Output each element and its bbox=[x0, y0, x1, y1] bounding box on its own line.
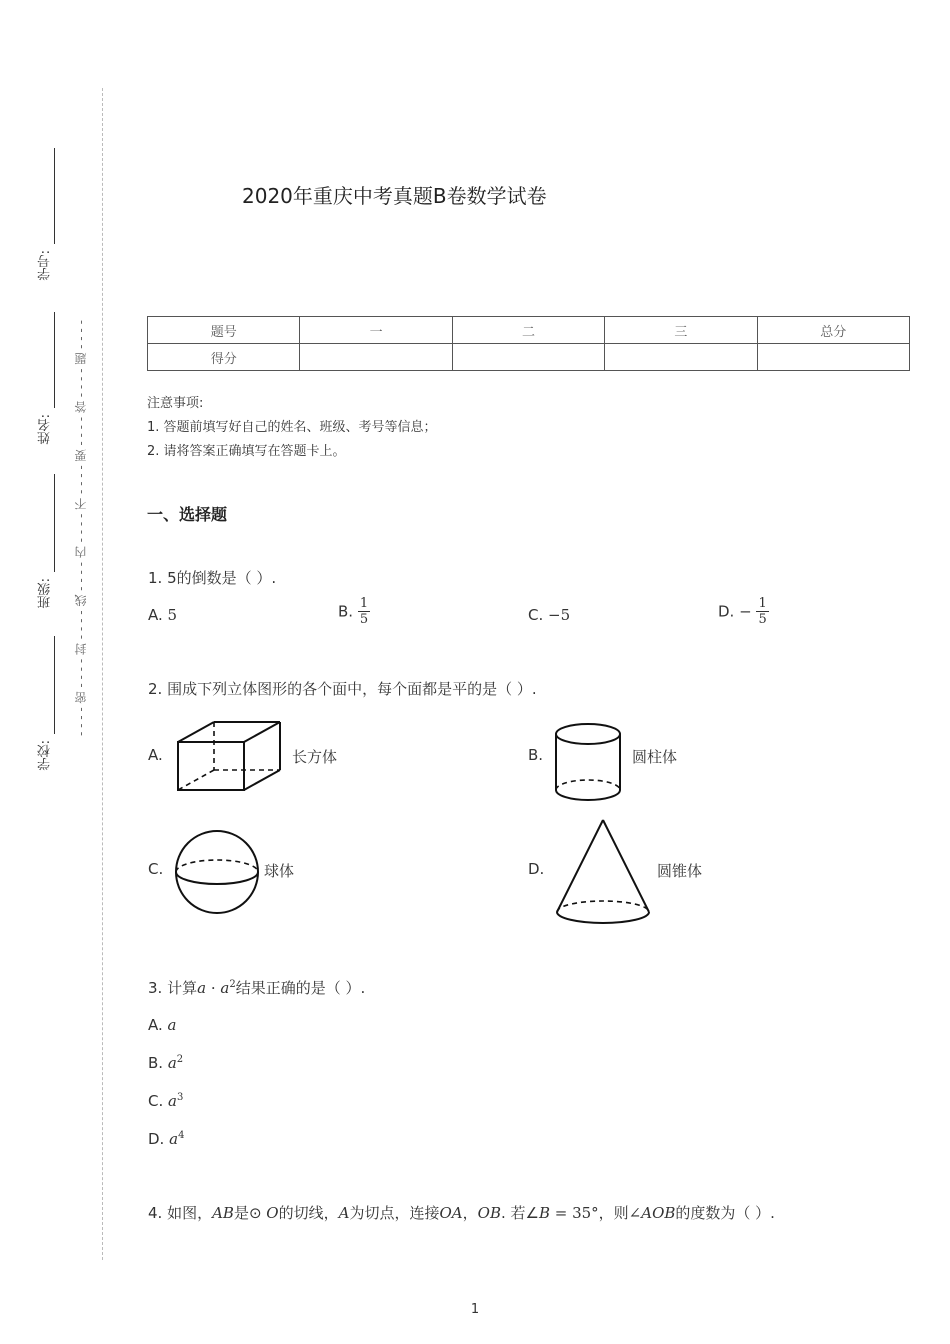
option-label: D. bbox=[718, 602, 735, 621]
student-id-label: 学号: bbox=[38, 250, 53, 281]
option-label: A. bbox=[148, 606, 163, 624]
school-underline bbox=[54, 636, 55, 734]
q3-option-c[interactable] bbox=[148, 1092, 183, 1110]
option-label: C. bbox=[148, 1092, 164, 1110]
table-header-cell: 二 bbox=[452, 317, 604, 344]
option-exponent: 2 bbox=[176, 1054, 184, 1065]
q4-math: O bbox=[266, 1204, 279, 1222]
cuboid-figure bbox=[176, 720, 286, 792]
page-title: 2020年重庆中考真题B卷数学试卷 bbox=[242, 184, 547, 208]
table-header-cell: 一 bbox=[300, 317, 452, 344]
table-header-cell: 题号 bbox=[148, 317, 300, 344]
name-underline bbox=[54, 312, 55, 408]
q2-option-d-text: 圆锥体 bbox=[657, 862, 703, 880]
q3-exponent: 2 bbox=[229, 979, 236, 990]
q2-option-c-label[interactable]: C. bbox=[148, 860, 164, 878]
numerator: 1 bbox=[758, 596, 767, 611]
table-row bbox=[148, 344, 910, 371]
binding-dashed-line bbox=[102, 88, 103, 1260]
option-label: B. bbox=[338, 602, 354, 621]
score-table bbox=[147, 316, 910, 371]
q4-text: . 若∠ bbox=[500, 1204, 539, 1222]
score-cell[interactable] bbox=[300, 344, 452, 371]
option-label: C. bbox=[528, 606, 544, 624]
q4-math: OA bbox=[439, 1204, 463, 1222]
q3-suffix: 结果正确的是（ ）. bbox=[235, 979, 366, 997]
q4-text: 是⊙ bbox=[233, 1204, 267, 1222]
numerator: 1 bbox=[359, 596, 369, 611]
fraction bbox=[358, 596, 370, 627]
option-value: a bbox=[167, 1054, 177, 1072]
option-exponent: 3 bbox=[176, 1092, 184, 1103]
cylinder-figure bbox=[554, 722, 624, 804]
q4-text: 的度数为（ ）. bbox=[675, 1204, 775, 1222]
option-value: a bbox=[168, 1092, 177, 1110]
page-number: 1 bbox=[470, 1302, 480, 1317]
q3-prefix: 3. 计算 bbox=[148, 979, 198, 997]
question-3-stem bbox=[148, 977, 365, 998]
class-underline bbox=[54, 474, 55, 572]
fraction bbox=[756, 596, 768, 627]
q2-option-b-label[interactable]: B. bbox=[528, 746, 544, 764]
minus-sign: − bbox=[739, 602, 752, 621]
score-cell[interactable] bbox=[452, 344, 604, 371]
q4-text: = 35°，则∠ bbox=[549, 1204, 642, 1222]
q4-math: OB bbox=[477, 1204, 501, 1222]
q3-dot: · bbox=[206, 979, 221, 997]
score-cell[interactable] bbox=[757, 344, 909, 371]
table-header-cell: 三 bbox=[605, 317, 757, 344]
q2-option-d-label[interactable]: D. bbox=[528, 860, 545, 878]
seal-line-text: - - - - 密 - - - - 封 - - - - 线 - - - - 内 - - - - 不 - - - - 要 - - - - 答 - - - - 题 - - - - bbox=[74, 320, 88, 736]
question-1-stem: 1. 5的倒数是（ ）. bbox=[148, 569, 277, 587]
option-exponent: 4 bbox=[178, 1130, 185, 1141]
q1-option-a[interactable] bbox=[148, 606, 177, 624]
option-value: 5 bbox=[167, 606, 178, 624]
q1-option-d[interactable] bbox=[718, 596, 769, 627]
sphere-figure bbox=[174, 829, 260, 915]
option-value: a bbox=[169, 1130, 179, 1148]
q4-math: AB bbox=[212, 1204, 234, 1222]
q3-var: a bbox=[197, 979, 207, 997]
q1-option-b[interactable] bbox=[338, 596, 370, 627]
q3-var: a bbox=[220, 979, 230, 997]
table-row bbox=[148, 317, 910, 344]
school-label: 学校: bbox=[38, 740, 53, 771]
section-heading: 一、选择题 bbox=[147, 505, 228, 524]
q3-option-a[interactable] bbox=[148, 1016, 177, 1034]
score-cell[interactable] bbox=[605, 344, 757, 371]
q4-text: ， bbox=[462, 1204, 478, 1222]
option-label: A. bbox=[148, 1016, 163, 1034]
denominator: 5 bbox=[758, 612, 767, 627]
question-4-stem bbox=[148, 1202, 775, 1223]
q2-option-b-text: 圆柱体 bbox=[632, 748, 678, 766]
q4-math: A bbox=[338, 1204, 350, 1222]
notes-item: 1. 答题前填写好自己的姓名、班级、考号等信息； bbox=[147, 420, 437, 435]
q3-option-b[interactable] bbox=[148, 1054, 183, 1072]
q4-text: 为切点，连接 bbox=[349, 1204, 440, 1222]
notes-heading: 注意事项: bbox=[147, 396, 204, 411]
notes-item: 2. 请将答案正确填写在答题卡上。 bbox=[147, 444, 346, 459]
q4-math: B bbox=[538, 1204, 550, 1222]
question-2-stem: 2. 围成下列立体图形的各个面中，每个面都是平的是（ ）. bbox=[148, 680, 537, 698]
q3-option-d[interactable] bbox=[148, 1130, 184, 1148]
name-label: 姓名: bbox=[38, 414, 53, 445]
cone-figure bbox=[555, 818, 651, 926]
q4-text: 的切线， bbox=[278, 1204, 339, 1222]
q2-option-c-text: 球体 bbox=[264, 862, 295, 880]
option-label: B. bbox=[148, 1054, 164, 1072]
q1-option-c[interactable] bbox=[528, 606, 570, 624]
class-label: 班级: bbox=[38, 578, 53, 609]
option-value: −5 bbox=[548, 606, 571, 624]
notes-block bbox=[147, 392, 437, 464]
option-value: a bbox=[167, 1016, 177, 1034]
table-header-cell: 总分 bbox=[757, 317, 909, 344]
q4-math: AOB bbox=[641, 1204, 676, 1222]
denominator: 5 bbox=[359, 612, 369, 627]
score-row-label: 得分 bbox=[148, 344, 300, 371]
student-id-underline bbox=[54, 148, 55, 244]
option-label: D. bbox=[148, 1130, 165, 1148]
q4-text: 4. 如图， bbox=[148, 1204, 213, 1222]
q2-option-a-text: 长方体 bbox=[292, 748, 338, 766]
q2-option-a-label[interactable]: A. bbox=[148, 746, 163, 764]
